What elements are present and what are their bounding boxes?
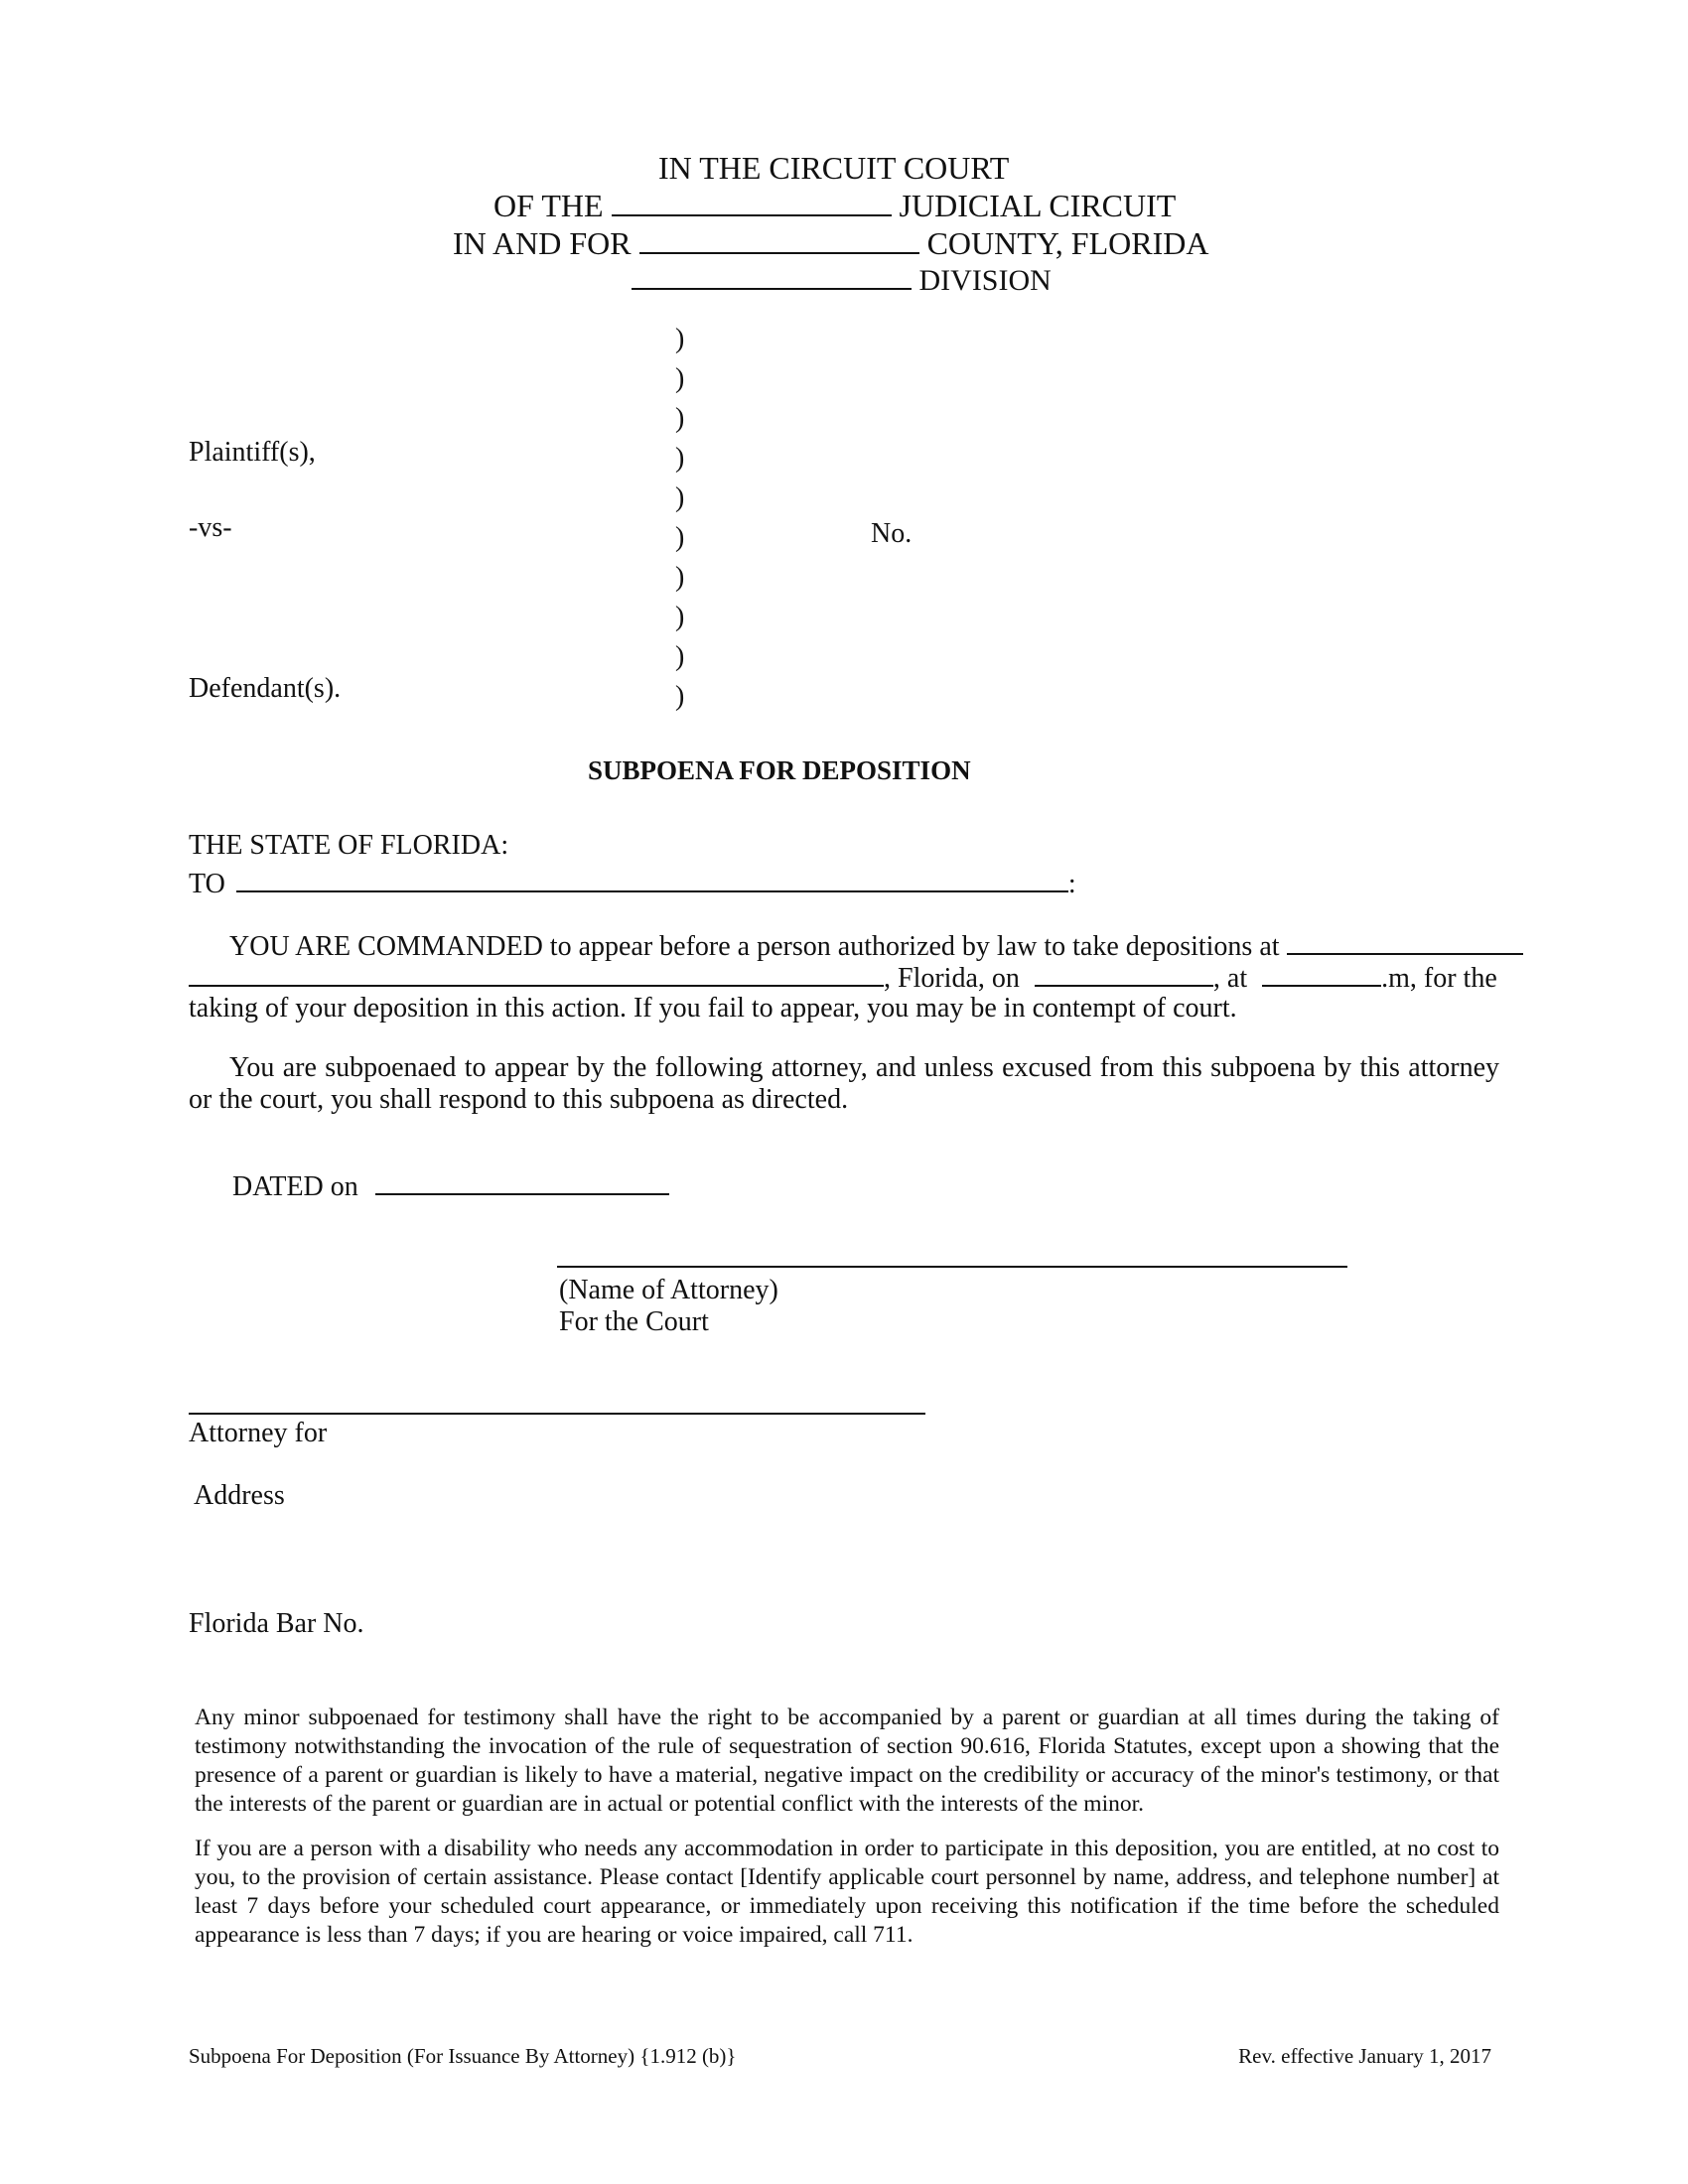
at-label: , at: [1212, 963, 1248, 994]
caption-paren: ): [675, 522, 685, 553]
attorney-signature-line[interactable]: [557, 1266, 1347, 1268]
county-blank[interactable]: [639, 228, 919, 254]
caption-paren: ): [675, 562, 685, 593]
versus-label: -vs-: [189, 512, 232, 543]
command-line-2: [189, 961, 1497, 995]
address-label: Address: [194, 1480, 285, 1511]
state-of-florida-label: THE STATE OF FLORIDA:: [189, 830, 509, 861]
division-label: DIVISION: [918, 264, 1052, 297]
case-number-label: No.: [871, 518, 913, 549]
footer-revision: Rev. effective January 1, 2017: [1238, 2044, 1491, 2068]
name-of-attorney-label: (Name of Attorney): [559, 1275, 778, 1305]
caption-paren: ): [675, 403, 685, 434]
disability-notice: If you are a person with a disability who needs any accommodation in order to participate in this deposition, you are entitled, at no cost to you, to the provision of certain assistance. Please contact [Identify applicable court personnel by name, address, and telephone number] at least 7 days before your scheduled court appearance, or immediately upon receiving this notification if the time before the scheduled appearance is less than 7 days; if you are hearing or voice impaired, call 711.: [195, 1836, 1499, 1948]
judicial-circuit-label: JUDICIAL CIRCUIT: [899, 188, 1177, 223]
dated-label: DATED on: [232, 1171, 358, 1202]
minor-notice: Any minor subpoenaed for testimony shall have the right to be accompanied by a parent or guardian at all times during the taking of testimony notwithstanding the invocation of the rule of sequestration of section 90.616, Florida Statutes, except upon a showing that the presence of a parent or guardian is likely to have a material, negative impact on the credibility or accuracy of the minor's testimony, or that the interests of the parent or guardian are in actual or potential conflict with the interests of the minor.: [195, 1705, 1499, 1817]
dated-line: [232, 1169, 669, 1203]
caption-paren: ): [675, 602, 685, 632]
time-blank[interactable]: [1262, 961, 1381, 987]
for-the-court-label: For the Court: [559, 1306, 709, 1337]
court-heading-line-4: [632, 262, 1052, 300]
court-heading-line-3: [453, 224, 1208, 262]
command-text: YOU ARE COMMANDED to appear before a person authorized by law to take depositions at: [229, 931, 1280, 962]
defendant-label: Defendant(s).: [189, 673, 342, 704]
plaintiff-label: Plaintiff(s),: [189, 437, 316, 468]
am-pm-label: .m, for the: [1381, 963, 1497, 994]
witness-name-blank[interactable]: [236, 867, 1068, 892]
caption-parenthesis-column: [675, 320, 684, 717]
caption-paren: ): [675, 681, 685, 712]
caption-paren: ): [675, 363, 685, 394]
document-title: SUBPOENA FOR DEPOSITION: [588, 755, 971, 785]
county-florida-label: COUNTY, FLORIDA: [926, 225, 1209, 261]
division-blank[interactable]: [632, 264, 912, 290]
caption-paren: ): [675, 641, 685, 672]
florida-bar-no-label: Florida Bar No.: [189, 1608, 364, 1639]
command-line-3: taking of your deposition in this action. If you fail to appear, you may be in contempt of court.: [189, 993, 1237, 1024]
city-blank[interactable]: [189, 961, 884, 987]
command-line-1: [229, 929, 1523, 963]
date-blank[interactable]: [1035, 961, 1213, 987]
caption-paren: ): [675, 324, 685, 354]
florida-on-label: , Florida, on: [884, 963, 1020, 994]
footer-form-name: Subpoena For Deposition (For Issuance By Attorney) {1.912 (b)}: [189, 2044, 737, 2068]
to-colon: :: [1067, 869, 1076, 899]
caption-paren: ): [675, 443, 685, 474]
deposition-location-blank[interactable]: [1287, 929, 1523, 955]
court-heading-line-1: IN THE CIRCUIT COURT: [658, 150, 1010, 186]
court-heading-line-2: [493, 187, 1176, 224]
judicial-circuit-blank[interactable]: [612, 191, 892, 216]
to-line: [189, 867, 1076, 900]
of-the-label: OF THE: [493, 188, 604, 223]
attorney-for-line[interactable]: [189, 1413, 925, 1415]
attorney-paragraph: You are subpoenaed to appear by the following attorney, and unless excused from this subpoena by this attorney or the court, you shall respond to this subpoena as directed.: [189, 1052, 1499, 1115]
in-and-for-label: IN AND FOR: [453, 225, 632, 261]
dated-blank[interactable]: [375, 1169, 669, 1195]
attorney-for-label: Attorney for: [189, 1418, 328, 1448]
caption-paren: ): [675, 482, 685, 513]
to-label: TO: [189, 869, 225, 899]
